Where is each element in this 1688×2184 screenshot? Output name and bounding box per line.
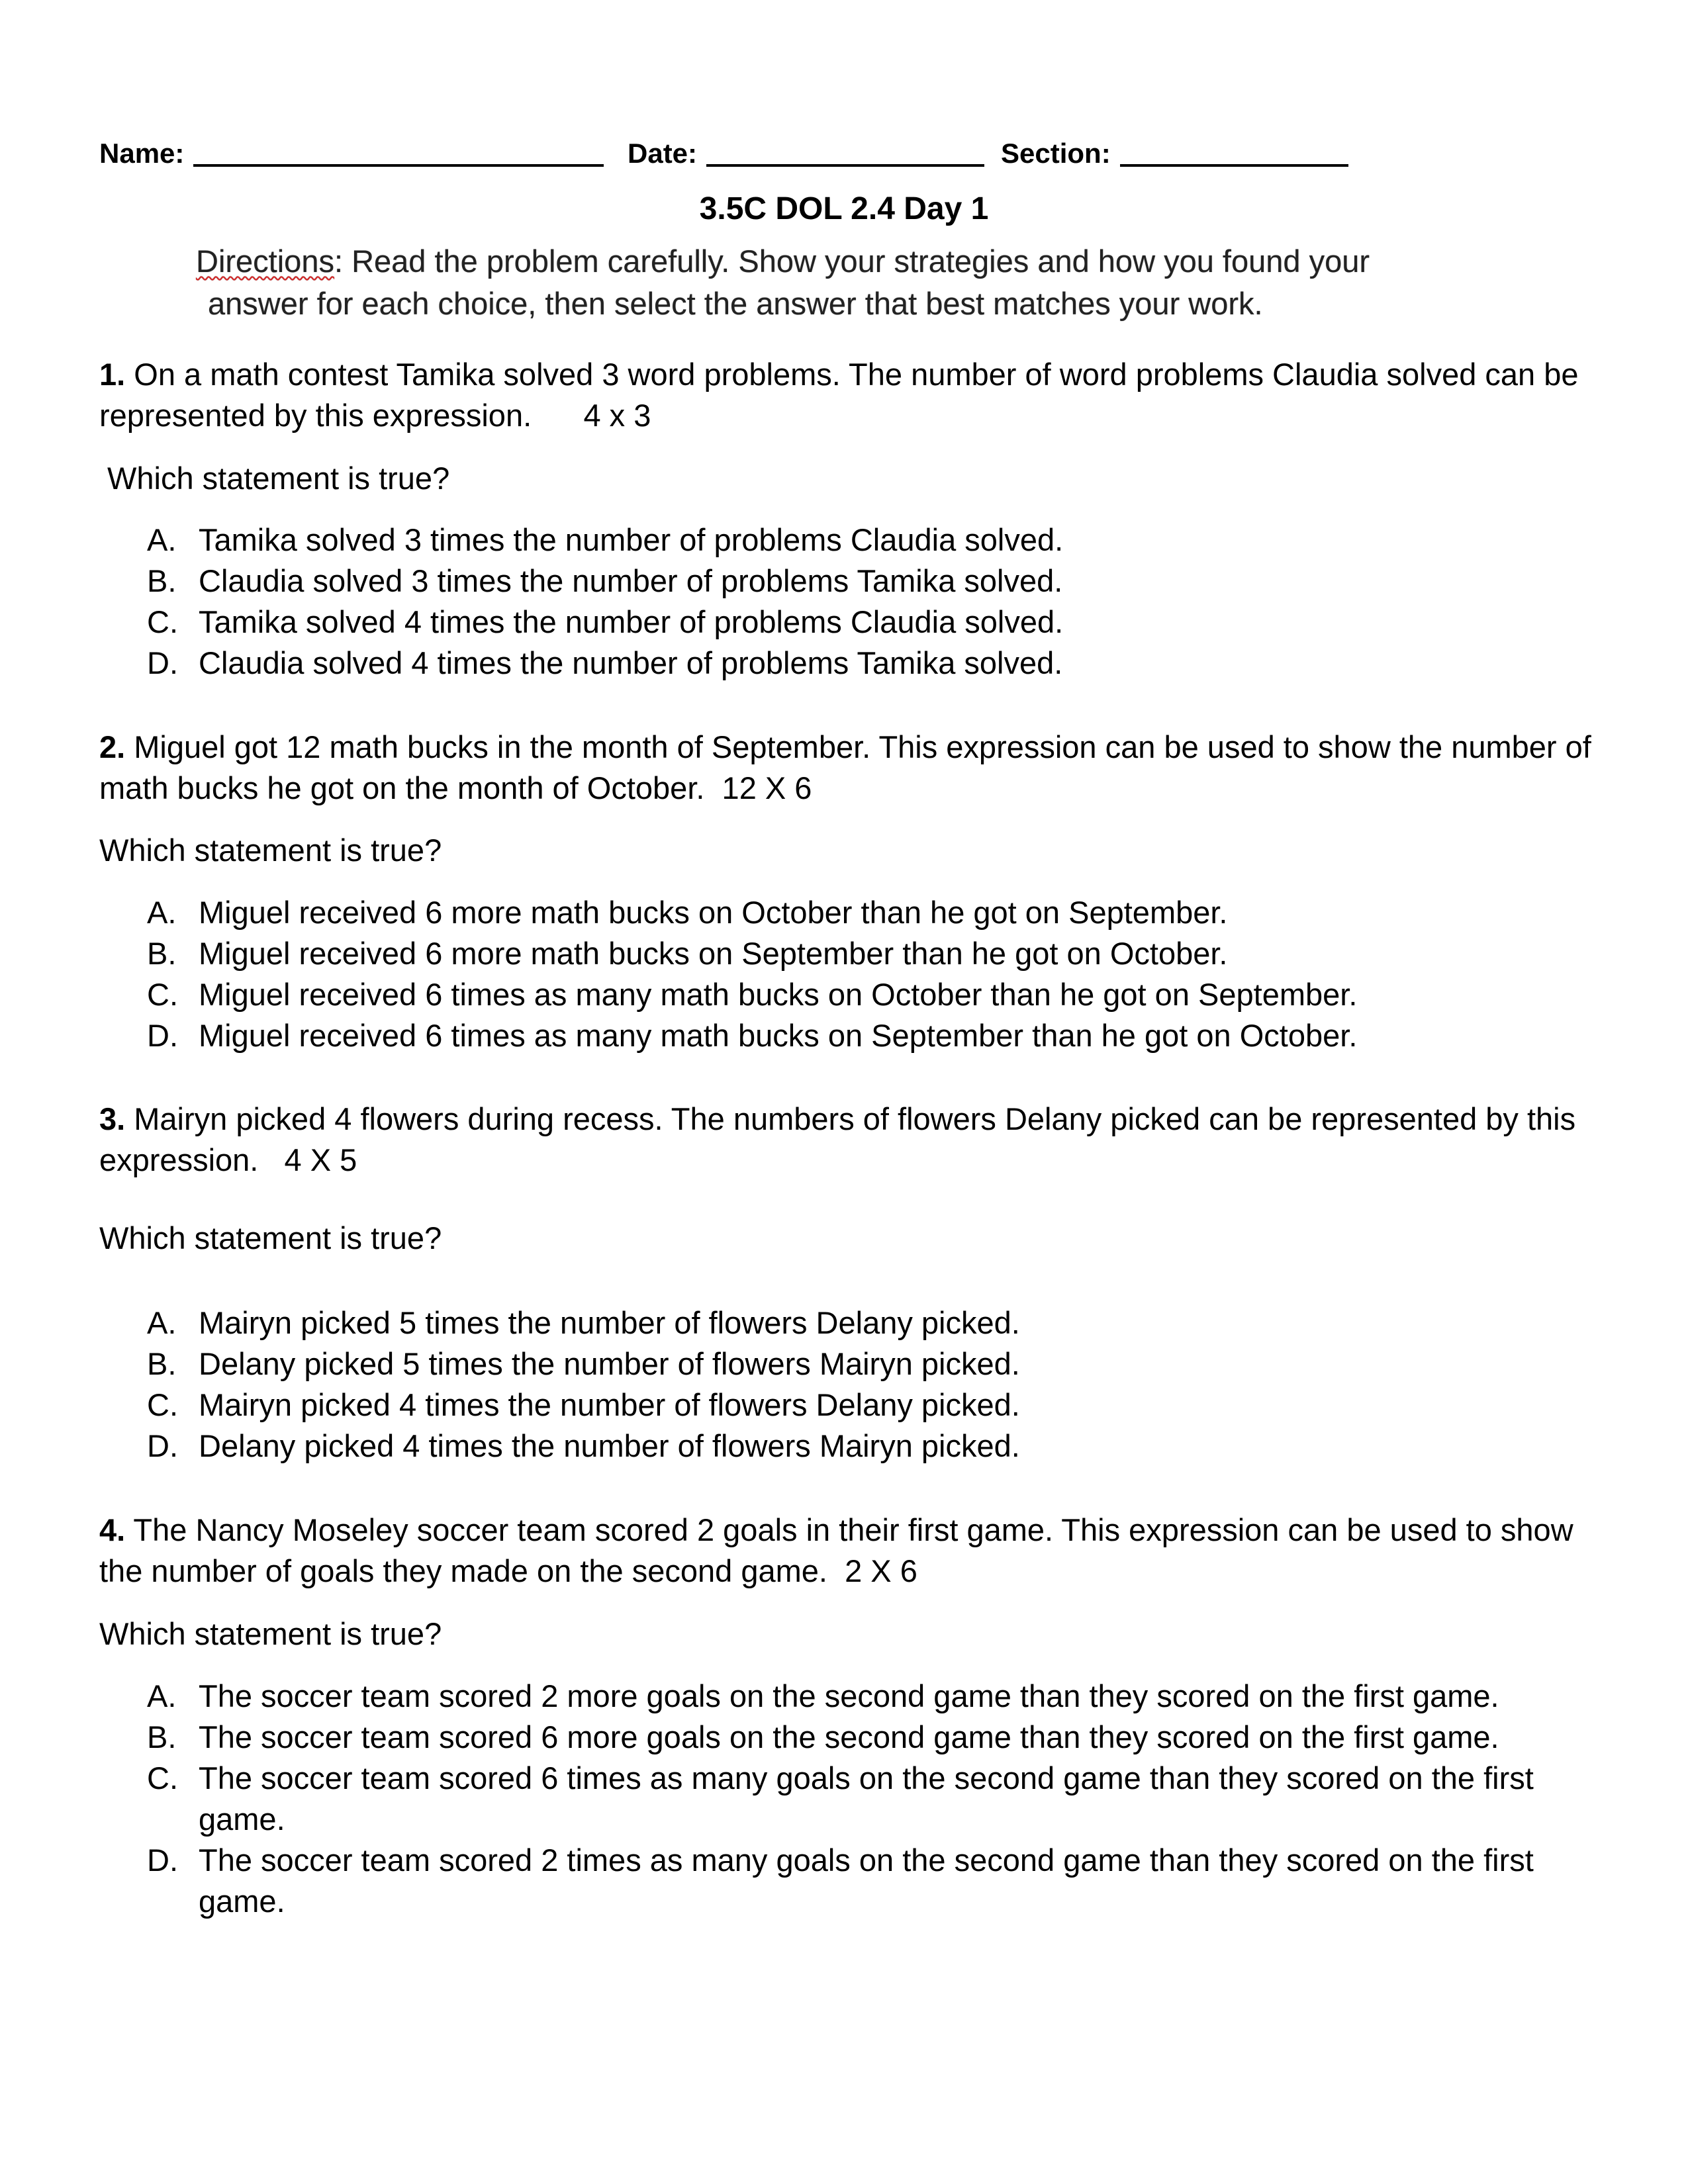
question-expression: 12 X 6 [704, 770, 812, 805]
option-letter: D. [147, 1843, 178, 1878]
section-blank[interactable] [1120, 138, 1348, 167]
question-2-prompt: Which statement is true? [99, 833, 442, 868]
directions [196, 240, 1520, 325]
directions-word: Directions [196, 244, 334, 279]
option-c[interactable] [147, 974, 1603, 1015]
question-4 [99, 1510, 1595, 1592]
option-text: Tamika solved 3 times the number of problems Claudia solved. [199, 522, 1064, 557]
name-label: Name: [99, 138, 185, 169]
question-expression: 2 X 6 [827, 1553, 917, 1588]
question-text: The Nancy Moseley soccer team scored 2 goals in their first game. This expression can be used to show the number of goals they made on the second game. [99, 1512, 1573, 1588]
question-number: 2. [99, 729, 126, 764]
option-letter: D. [147, 1428, 178, 1463]
option-text: The soccer team scored 2 more goals on the second game than they scored on the first game. [199, 1678, 1499, 1713]
option-b[interactable] [147, 561, 1603, 602]
header-fields [99, 138, 1423, 177]
name-blank[interactable] [193, 138, 604, 167]
option-letter: C. [147, 1760, 178, 1796]
section-label: Section: [1001, 138, 1111, 169]
option-d[interactable] [147, 643, 1603, 684]
option-text: The soccer team scored 6 times as many goals on the second game than they scored on the first game. [199, 1760, 1534, 1837]
option-b[interactable] [147, 933, 1603, 974]
question-1 [99, 354, 1595, 436]
date-field [628, 138, 984, 169]
option-text: Miguel received 6 times as many math bucks on September than he got on October. [199, 1018, 1358, 1053]
option-letter: A. [147, 1678, 177, 1713]
option-text: Claudia solved 3 times the number of problems Tamika solved. [199, 563, 1063, 598]
option-c[interactable] [147, 1758, 1590, 1840]
option-letter: C. [147, 977, 178, 1012]
option-letter: B. [147, 563, 177, 598]
option-d[interactable] [147, 1015, 1603, 1056]
option-letter: B. [147, 1346, 177, 1381]
option-text: The soccer team scored 6 more goals on the second game than they scored on the first game. [199, 1719, 1499, 1754]
option-text: The soccer team scored 2 times as many goals on the second game than they scored on the first game. [199, 1843, 1534, 1919]
question-1-options [147, 520, 1603, 684]
option-b[interactable] [147, 1717, 1590, 1758]
section-field [1001, 138, 1348, 169]
option-letter: A. [147, 1305, 177, 1340]
option-letter: A. [147, 895, 177, 930]
question-text: On a math contest Tamika solved 3 word problems. The number of word problems Claudia solved can be represented by this expression. [99, 357, 1579, 433]
question-number: 1. [99, 357, 126, 392]
question-2 [99, 727, 1595, 809]
question-number: 3. [99, 1101, 126, 1136]
option-b[interactable] [147, 1343, 1603, 1385]
date-label: Date: [628, 138, 698, 169]
option-text: Tamika solved 4 times the number of problems Claudia solved. [199, 604, 1064, 639]
option-text: Mairyn picked 5 times the number of flowers Delany picked. [199, 1305, 1020, 1340]
option-text: Claudia solved 4 times the number of problems Tamika solved. [199, 645, 1063, 680]
option-letter: A. [147, 522, 177, 557]
option-letter: B. [147, 1719, 177, 1754]
option-letter: B. [147, 936, 177, 971]
option-text: Delany picked 4 times the number of flowers Mairyn picked. [199, 1428, 1020, 1463]
option-c[interactable] [147, 1385, 1603, 1426]
option-letter: D. [147, 1018, 178, 1053]
question-text: Miguel got 12 math bucks in the month of September. This expression can be used to show the number of math bucks he got on the month of October. [99, 729, 1591, 805]
option-text: Delany picked 5 times the number of flowers Mairyn picked. [199, 1346, 1020, 1381]
question-text: Mairyn picked 4 flowers during recess. The numbers of flowers Delany picked can be represented by this expression. [99, 1101, 1576, 1177]
option-letter: D. [147, 645, 178, 680]
question-number: 4. [99, 1512, 126, 1547]
option-c[interactable] [147, 602, 1603, 643]
directions-line2: answer for each choice, then select the answer that best matches your work. [208, 286, 1263, 321]
option-text: Miguel received 6 more math bucks on September than he got on October. [199, 936, 1228, 971]
option-d[interactable] [147, 1426, 1603, 1467]
question-1-prompt: Which statement is true? [107, 461, 450, 496]
option-letter: C. [147, 604, 178, 639]
question-3-prompt: Which statement is true? [99, 1220, 442, 1255]
question-4-prompt: Which statement is true? [99, 1616, 442, 1651]
question-2-options [147, 892, 1603, 1056]
date-blank[interactable] [706, 138, 984, 167]
question-expression: 4 x 3 [532, 398, 651, 433]
option-a[interactable] [147, 520, 1603, 561]
option-letter: C. [147, 1387, 178, 1422]
option-text: Mairyn picked 4 times the number of flowers Delany picked. [199, 1387, 1020, 1422]
question-expression: 4 X 5 [258, 1142, 357, 1177]
directions-line1: : Read the problem carefully. Show your strategies and how you found your [334, 244, 1370, 279]
option-a[interactable] [147, 892, 1603, 933]
question-3 [99, 1099, 1595, 1181]
option-a[interactable] [147, 1676, 1590, 1717]
page-title: 3.5C DOL 2.4 Day 1 [699, 191, 989, 226]
option-d[interactable] [147, 1840, 1590, 1922]
question-3-options [147, 1302, 1603, 1467]
option-a[interactable] [147, 1302, 1603, 1343]
option-text: Miguel received 6 more math bucks on October than he got on September. [199, 895, 1228, 930]
name-field [99, 138, 604, 169]
option-text: Miguel received 6 times as many math bucks on October than he got on September. [199, 977, 1358, 1012]
question-4-options [147, 1676, 1590, 1922]
